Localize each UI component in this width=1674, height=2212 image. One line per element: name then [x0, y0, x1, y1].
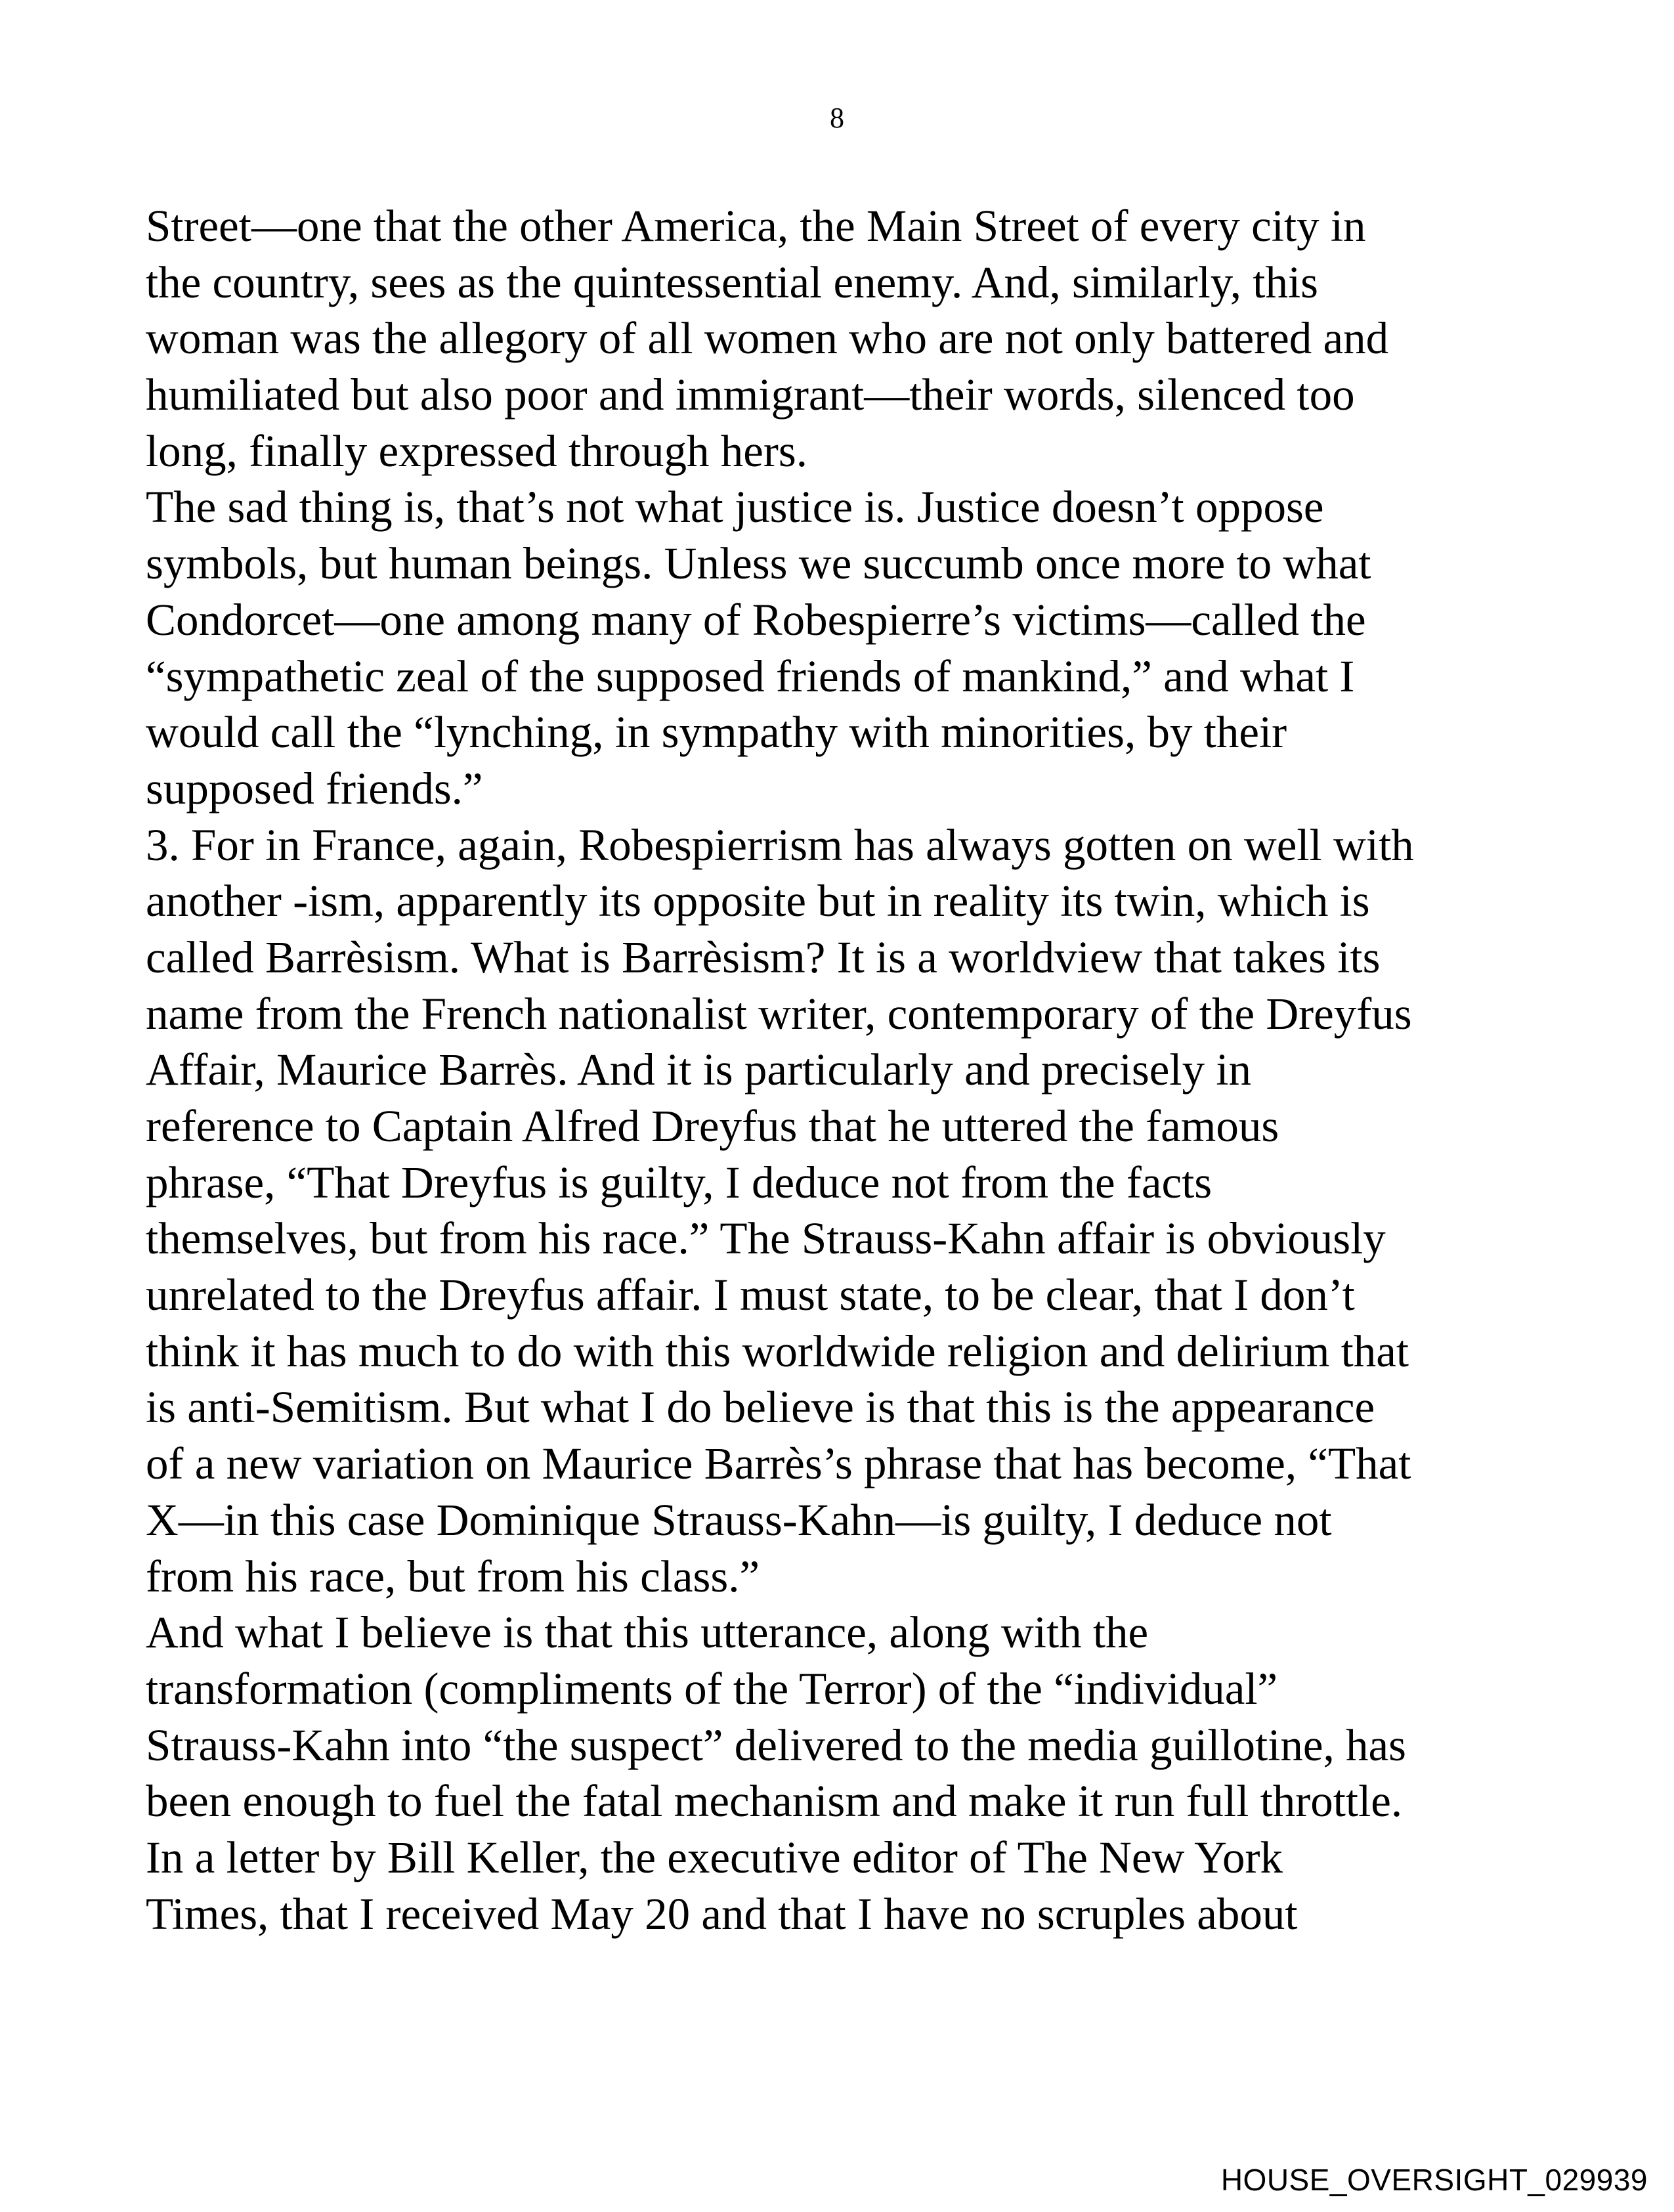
- text-line: X—in this case Dominique Strauss-Kahn—is guilty, I deduce not: [146, 1494, 1332, 1545]
- text-line: the country, sees as the quintessential enemy. And, similarly, this: [146, 257, 1318, 307]
- text-line: think it has much to do with this worldwide religion and delirium that: [146, 1326, 1409, 1376]
- text-line: Strauss-Kahn into “the suspect” delivered to the media guillotine, has: [146, 1720, 1407, 1770]
- text-line: “sympathetic zeal of the supposed friends of mankind,” and what I: [146, 651, 1355, 701]
- text-line: of a new variation on Maurice Barrès’s phrase that has become, “That: [146, 1439, 1411, 1489]
- text-line: is anti-Semitism. But what I do believe is that this is the appearance: [146, 1382, 1375, 1433]
- text-line: Condorcet—one among many of Robespierre’s victims—called the: [146, 594, 1366, 645]
- text-line: called Barrèsism. What is Barrèsism? It is a worldview that takes its: [146, 932, 1381, 982]
- text-line: themselves, but from his race.” The Strauss-Kahn affair is obviously: [146, 1213, 1386, 1264]
- text-line: unrelated to the Dreyfus affair. I must state, to be clear, that I don’t: [146, 1270, 1355, 1320]
- text-line: Affair, Maurice Barrès. And it is particularly and precisely in: [146, 1045, 1251, 1095]
- text-line: phrase, “That Dreyfus is guilty, I deduce not from the facts: [146, 1157, 1213, 1207]
- text-line: from his race, but from his class.”: [146, 1551, 760, 1601]
- text-line: another -ism, apparently its opposite but in reality its twin, which is: [146, 876, 1370, 926]
- text-line: Times, that I received May 20 and that I have no scruples about: [146, 1888, 1298, 1939]
- document-id-stamp: HOUSE_OVERSIGHT_029939: [1220, 2163, 1648, 2197]
- text-line: would call the “lynching, in sympathy with minorities, by their: [146, 707, 1287, 758]
- text-line: supposed friends.”: [146, 763, 483, 813]
- text-line: The sad thing is, that’s not what justice is. Justice doesn’t oppose: [146, 482, 1324, 532]
- text-line: humiliated but also poor and immigrant—their words, silenced too: [146, 370, 1355, 420]
- text-line: And what I believe is that this utterance, along with the: [146, 1607, 1149, 1658]
- page-number: 8: [830, 102, 844, 134]
- text-line: been enough to fuel the fatal mechanism and make it run full throttle.: [146, 1776, 1403, 1827]
- text-line: reference to Captain Alfred Dreyfus that he uttered the famous: [146, 1101, 1279, 1151]
- text-line: symbols, but human beings. Unless we succumb once more to what: [146, 538, 1371, 589]
- text-line: name from the French nationalist writer, contemporary of the Dreyfus: [146, 988, 1412, 1039]
- text-line: In a letter by Bill Keller, the executive editor of The New York: [146, 1832, 1283, 1882]
- text-line: long, finally expressed through hers.: [146, 425, 807, 476]
- text-line: 3. For in France, again, Robespierrism has always gotten on well with: [146, 819, 1414, 870]
- document-body: [146, 198, 1551, 1942]
- text-line: woman was the allegory of all women who are not only battered and: [146, 313, 1389, 364]
- text-line: transformation (compliments of the Terror) of the “individual”: [146, 1663, 1278, 1714]
- text-line: Street—one that the other America, the Main Street of every city in: [146, 201, 1366, 251]
